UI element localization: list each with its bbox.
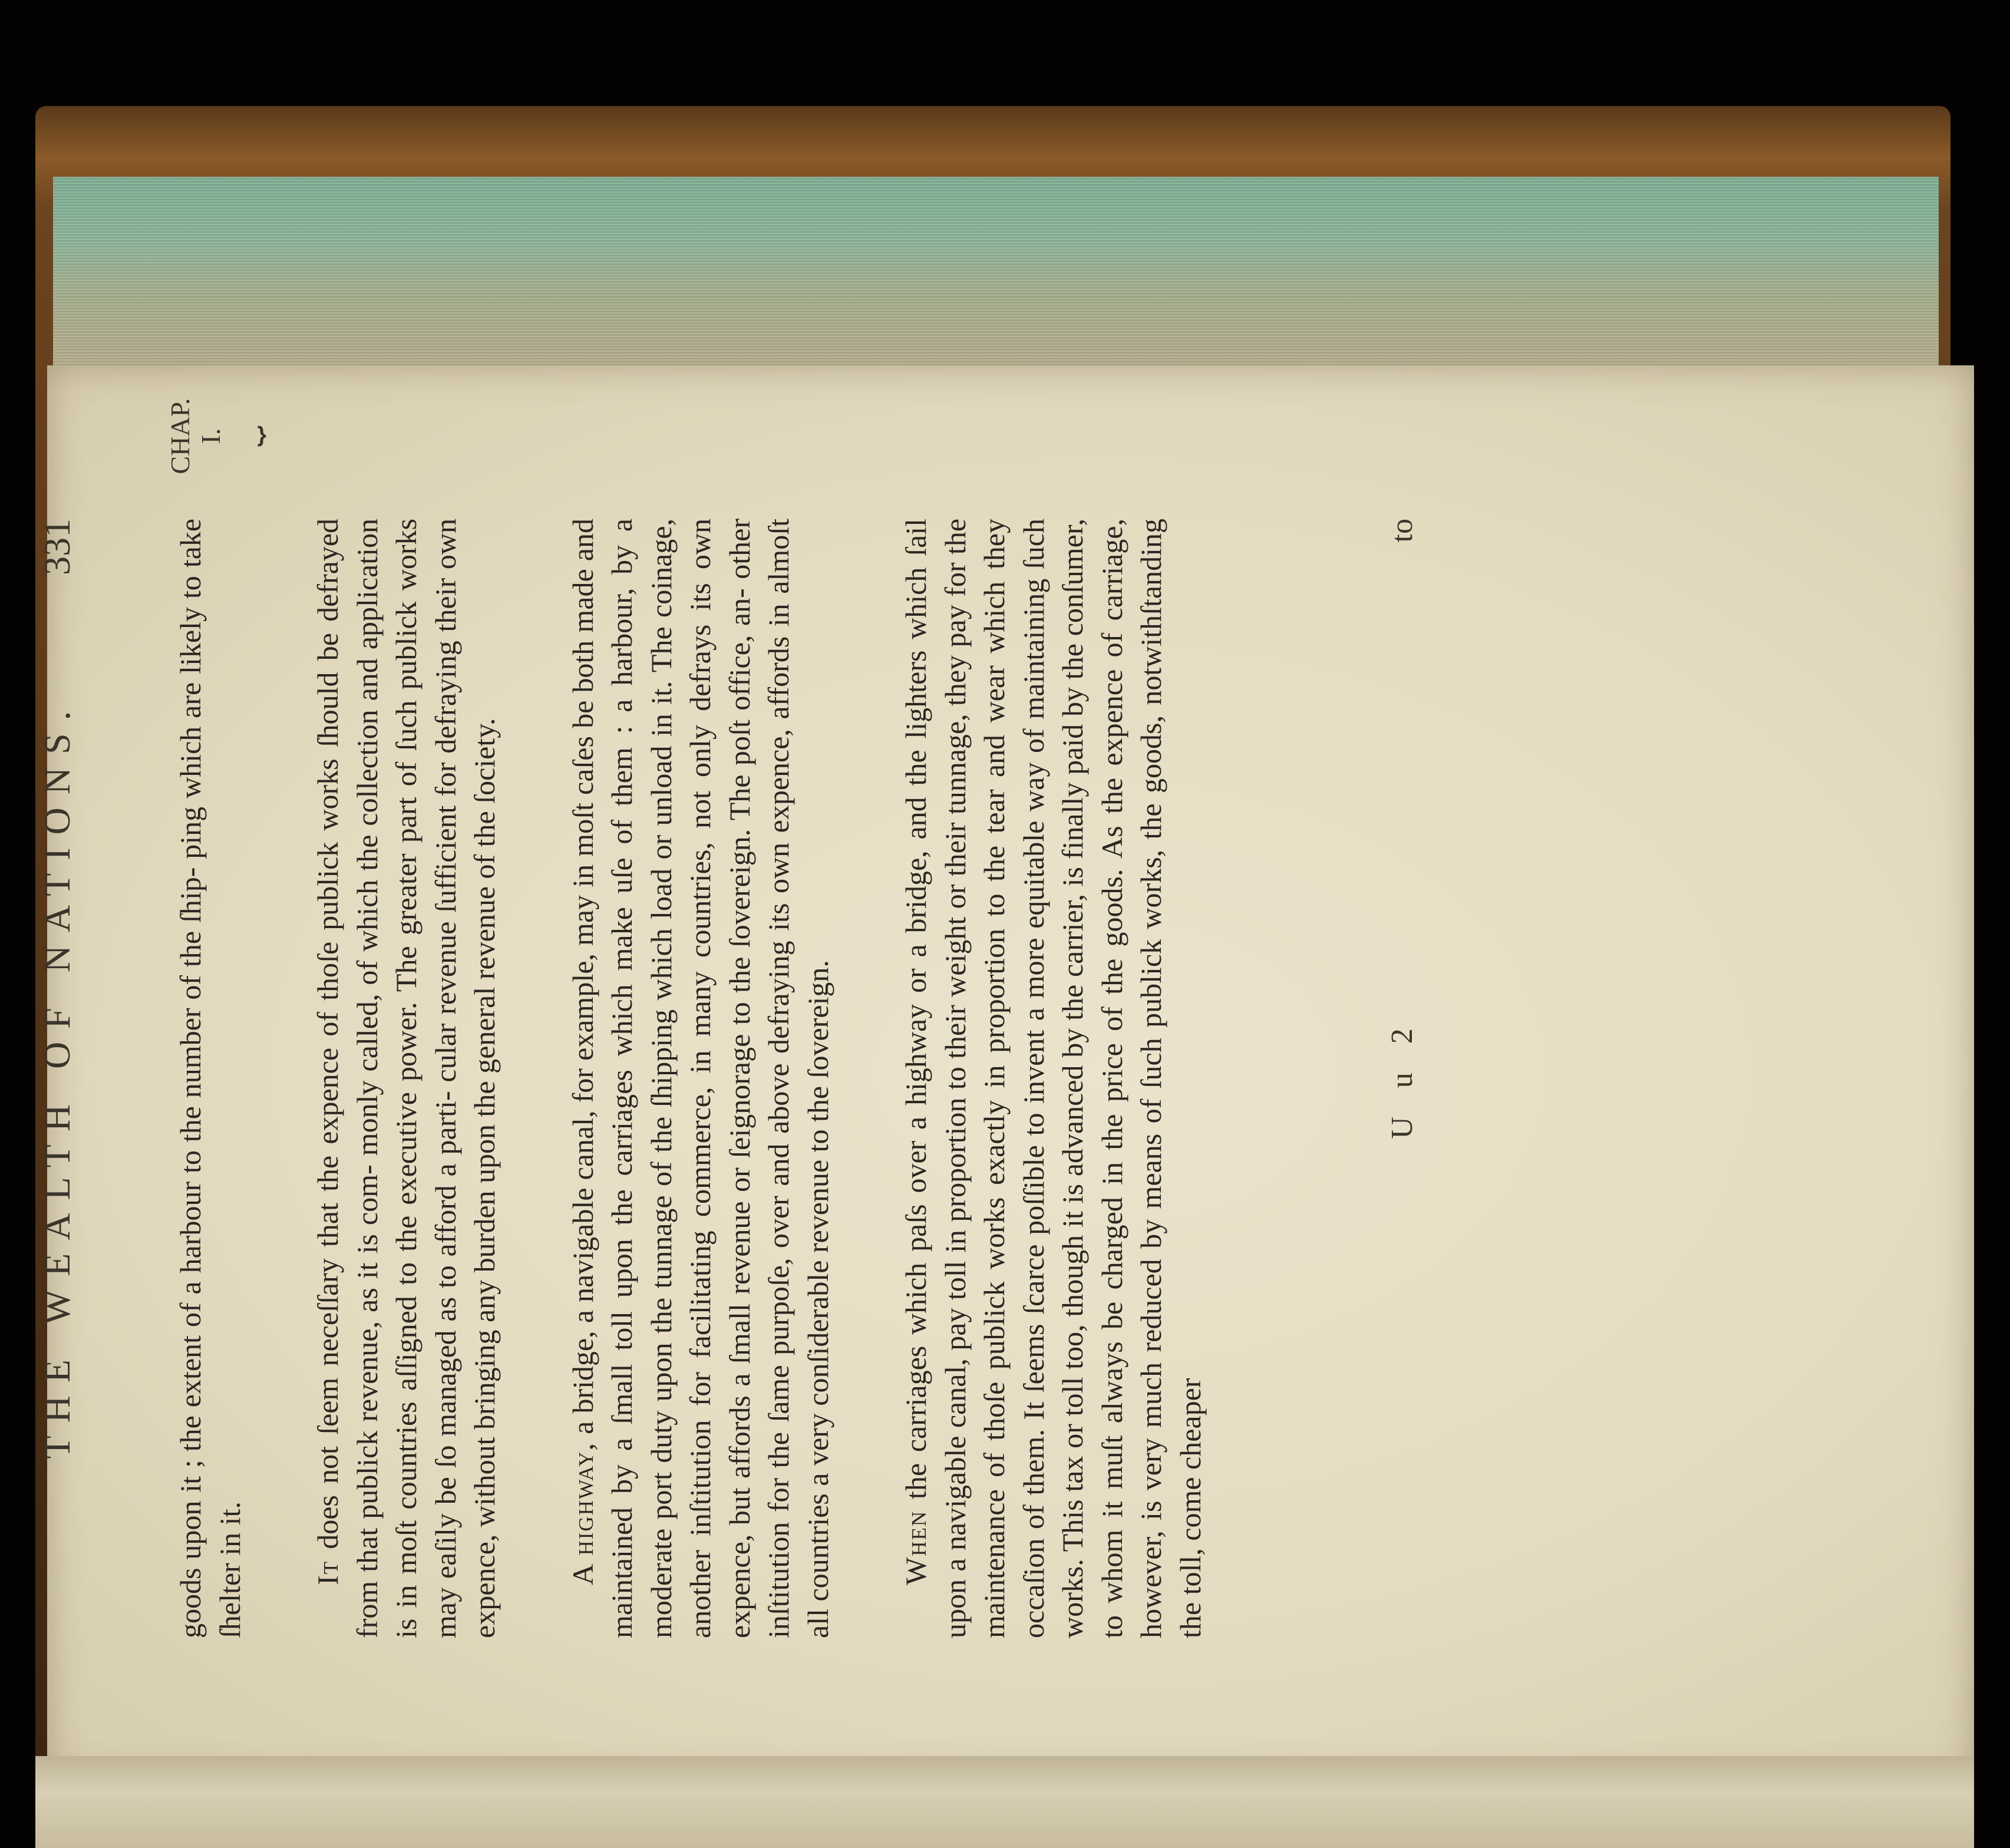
page-number: 331 xyxy=(36,519,78,575)
sidenote-chap-label: CHAP. xyxy=(165,398,195,474)
paragraph xyxy=(896,519,1210,1638)
paragraph-lead: It xyxy=(311,1560,344,1585)
paragraph xyxy=(563,519,838,1638)
paragraph xyxy=(171,519,249,1638)
paragraph-text: the carriages which paſs over a highway or a bridge, and the lighters which ſail upon a navigable canal, pay toll in proportion to their weight or their tunnage, they pay for the maintenance of thoſe publick works exactly in proportion to the tear and wear which they occaſion of them. It ſeems ſcarce poſſible to invent a more equitable way of maintaining ſuch works. This tax or toll too, though it is advanced by the carrier, is finally paid by the conſumer, to whom it muſt always be charged in the price of the goods. As the expence of carriage, however, is very much reduced by means of ſuch publick works, the goods, notwithſtanding the toll, come cheaper xyxy=(899,519,1207,1638)
paragraph-text: goods upon it ; the extent of a harbour to the number of the ſhip- ping which are likely to take ſhelter in it. xyxy=(174,519,246,1638)
paragraph-lead: A highway, xyxy=(566,1442,599,1585)
brace-ornament: ⏟ xyxy=(224,425,263,447)
paragraph-text: a bridge, a navigable canal, for example, may in moſt caſes be both made and maintained by a ſmall toll upon the carriages which make uſe of them : a harbour, by a moderate port duty upon the tunnage of the ſhipping which load or unload in it. The coinage, another inſtitution for facilitating commerce, in many countries, not only defrays its own expence, but affords a ſmall revenue or ſeignorage to the ſovereign. The poſt office, an- other inſtitution for the ſame purpoſe, over and above defraying its own expence, affords in almoſt all countries a very conſiderable revenue to the ſovereign. xyxy=(566,519,834,1638)
page-body xyxy=(171,519,1210,1638)
signature-line xyxy=(1385,519,1432,1638)
signature-mark: U u 2 xyxy=(1385,1018,1419,1139)
sidenote-chap-number: I. xyxy=(196,428,226,444)
page-gutter xyxy=(35,1756,1974,1848)
running-title: THE WEALTH OF NATIONS. xyxy=(36,698,78,1459)
chapter-sidenote xyxy=(165,377,263,495)
page-block-edge xyxy=(53,177,1939,377)
paragraph-text: does not ſeem neceſſary that the expence of thoſe publick works ſhould be defrayed from that publick revenue, as it is com- monly called, of which the collection and application is in moſt countries aſſigned to the executive power. The greater part of ſuch publick works may eaſily be ſo managed as to afford a parti- cular revenue ſufficient for defraying their own expence, without bringing any burden upon the general revenue of the ſociety. xyxy=(311,519,501,1638)
catchword: to xyxy=(1385,519,1419,543)
running-head xyxy=(29,519,94,1638)
paragraph-lead: When xyxy=(899,1510,932,1585)
paragraph xyxy=(308,519,504,1638)
rotated-text-block xyxy=(29,398,1503,1638)
